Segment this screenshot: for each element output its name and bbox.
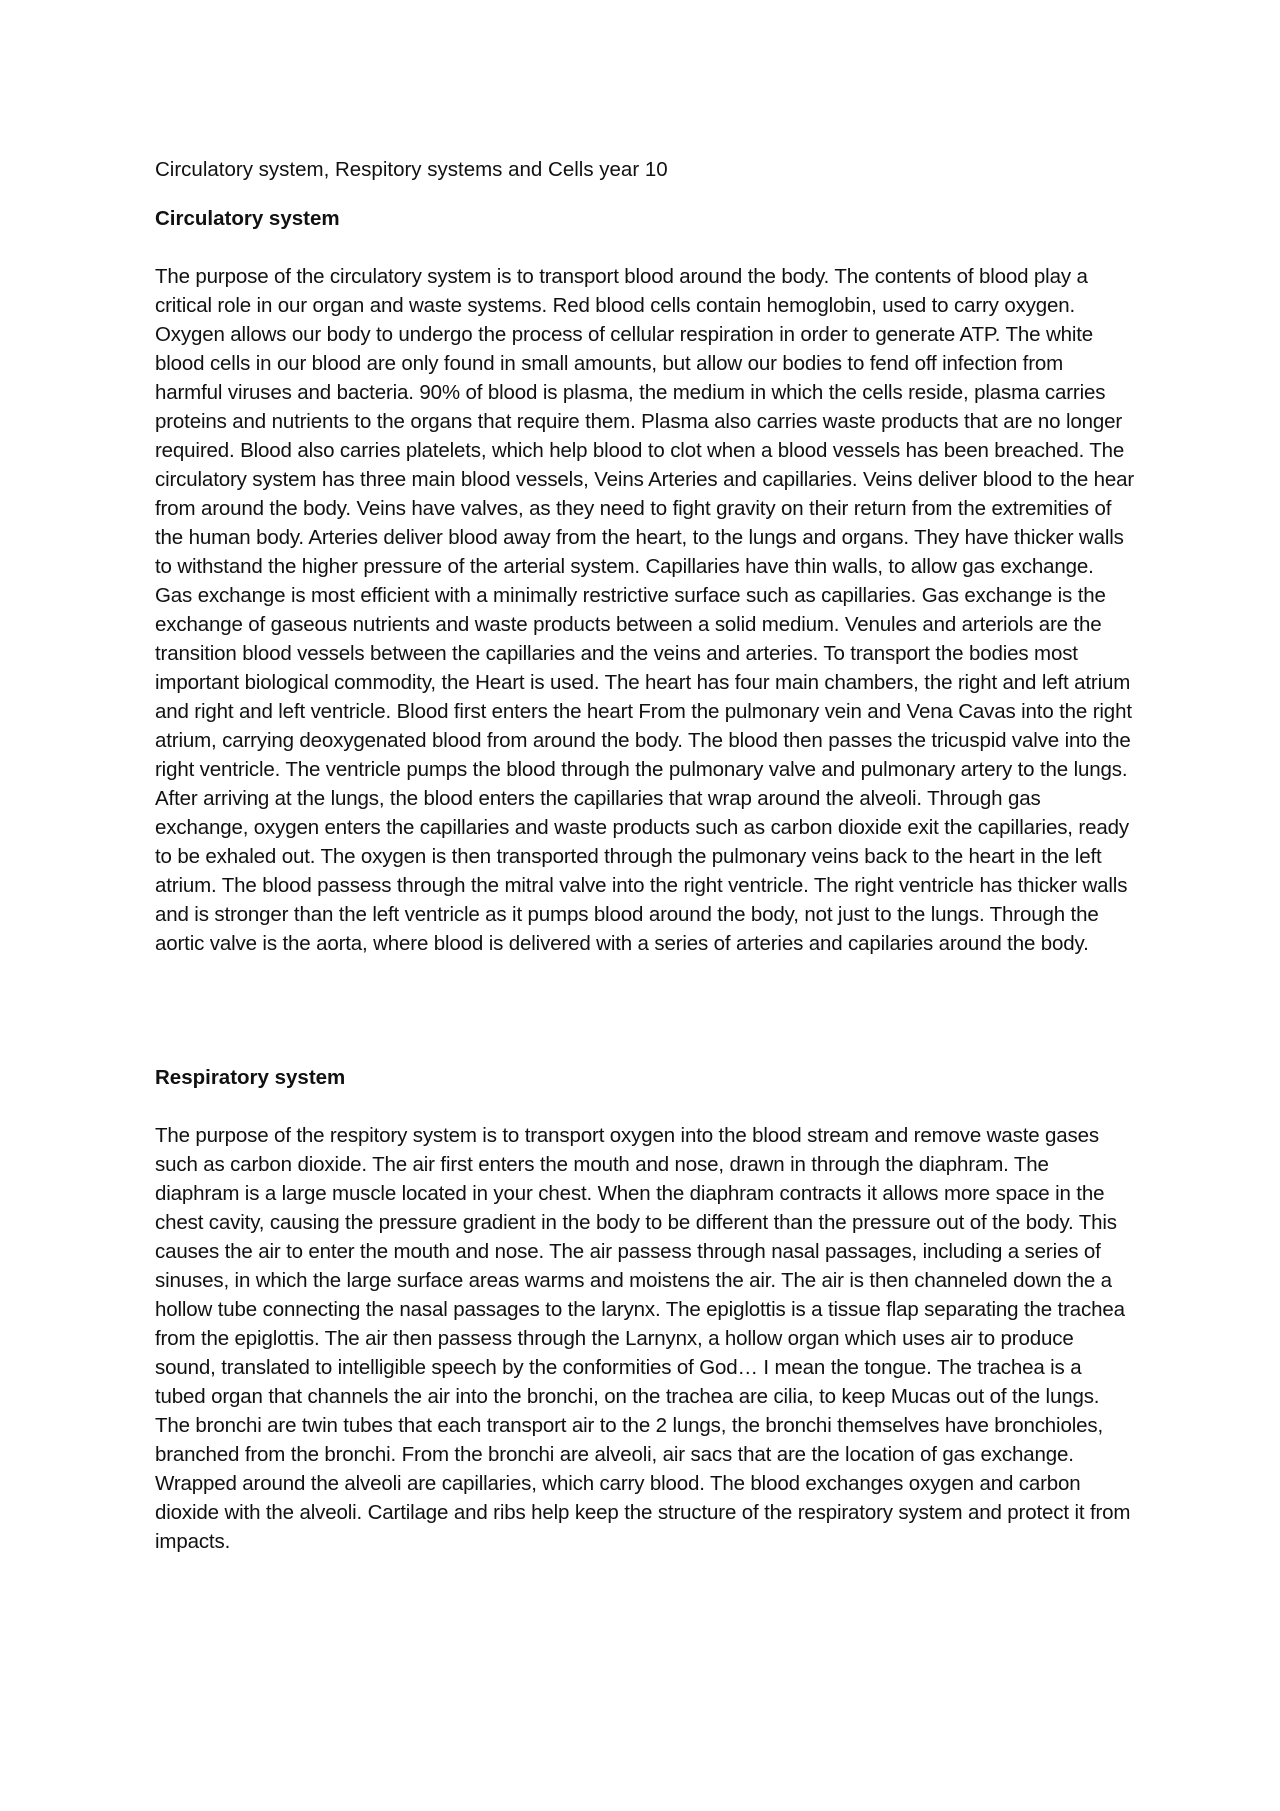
section-respiratory xyxy=(155,1063,1135,1556)
section-spacer xyxy=(155,958,1135,1063)
section-circulatory xyxy=(155,204,1135,958)
section-heading: Circulatory system xyxy=(155,207,340,230)
document-title: Circulatory system, Respitory systems and Cells year 10 xyxy=(155,158,668,181)
section-paragraph: The purpose of the circulatory system is to transport blood around the body. The contents of blood play a critical role in our organ and waste systems. Red blood cells contain hemoglobin, used to carry oxygen. Oxygen allows our body to undergo the process of cellular respiration in order to generate ATP. The white blood cells in our blood are only found in small amounts, but allow our bodies to fend off infection from harmful viruses and bacteria. 90% of blood is plasma, the medium in which the cells reside, plasma carries proteins and nutrients to the organs that require them. Plasma also carries waste products that are no longer required. Blood also carries platelets, which help blood to clot when a blood vessels has been breached. The circulatory system has three main blood vessels, Veins Arteries and capillaries. Veins deliver blood to the hear from around the body. Veins have valves, as they need to fight gravity on their return from the extremities of the human body. Arteries deliver blood away from the heart, to the lungs and organs. They have thicker walls to withstand the higher pressure of the arterial system. Capillaries have thin walls, to allow gas exchange. Gas exchange is most efficient with a minimally restrictive surface such as capillaries. Gas exchange is the exchange of gaseous nutrients and waste products between a solid medium. Venules and arteriols are the transition blood vessels between the capillaries and the veins and arteries. To transport the bodies most important biological commodity, the Heart is used. The heart has four main chambers, the right and left atrium and right and left ventricle. Blood first enters the heart From the pulmonary vein and Vena Cavas into the right atrium, carrying deoxygenated blood from around the body. The blood then passes the tricuspid valve into the right ventricle. The ventricle pumps the blood through the pulmonary valve and pulmonary artery to the lungs. After arriving at the lungs, the blood enters the capillaries that wrap around the alveoli. Through gas exchange, oxygen enters the capillaries and waste products such as carbon dioxide exit the capillaries, ready to be exhaled out. The oxygen is then transported through the pulmonary veins back to the heart in the left atrium. The blood passess through the mitral valve into the right ventricle. The right ventricle has thicker walls and is stronger than the left ventricle as it pumps blood around the body, not just to the lungs. Through the aortic valve is the aorta, where blood is delivered with a series of arteries and capilaries around the body. xyxy=(155,265,1135,955)
section-paragraph: The purpose of the respitory system is to transport oxygen into the blood stream and remove waste gases such as carbon dioxide. The air first enters the mouth and nose, drawn in through the diaphram. The diaphram is a large muscle located in your chest. When the diaphram contracts it allows more space in the chest cavity, causing the pressure gradient in the body to be different than the pressure out of the body. This causes the air to enter the mouth and nose. The air passess through nasal passages, including a series of sinuses, in which the large surface areas warms and moistens the air. The air is then channeled down the a hollow tube connecting the nasal passages to the larynx. The epiglottis is a tissue flap separating the trachea from the epiglottis. The air then passess through the Larnynx, a hollow organ which uses air to produce sound, translated to intelligible speech by the conformities of God… I mean the tongue. The trachea is a tubed organ that channels the air into the bronchi, on the trachea are cilia, to keep Mucas out of the lungs. The bronchi are twin tubes that each transport air to the 2 lungs, the bronchi themselves have bronchioles, branched from the bronchi. From the bronchi are alveoli, air sacs that are the location of gas exchange. Wrapped around the alveoli are capillaries, which carry blood. The blood exchanges oxygen and carbon dioxide with the alveoli. Cartilage and ribs help keep the structure of the respiratory system and protect it from impacts. xyxy=(155,1124,1131,1553)
section-heading: Respiratory system xyxy=(155,1066,346,1089)
